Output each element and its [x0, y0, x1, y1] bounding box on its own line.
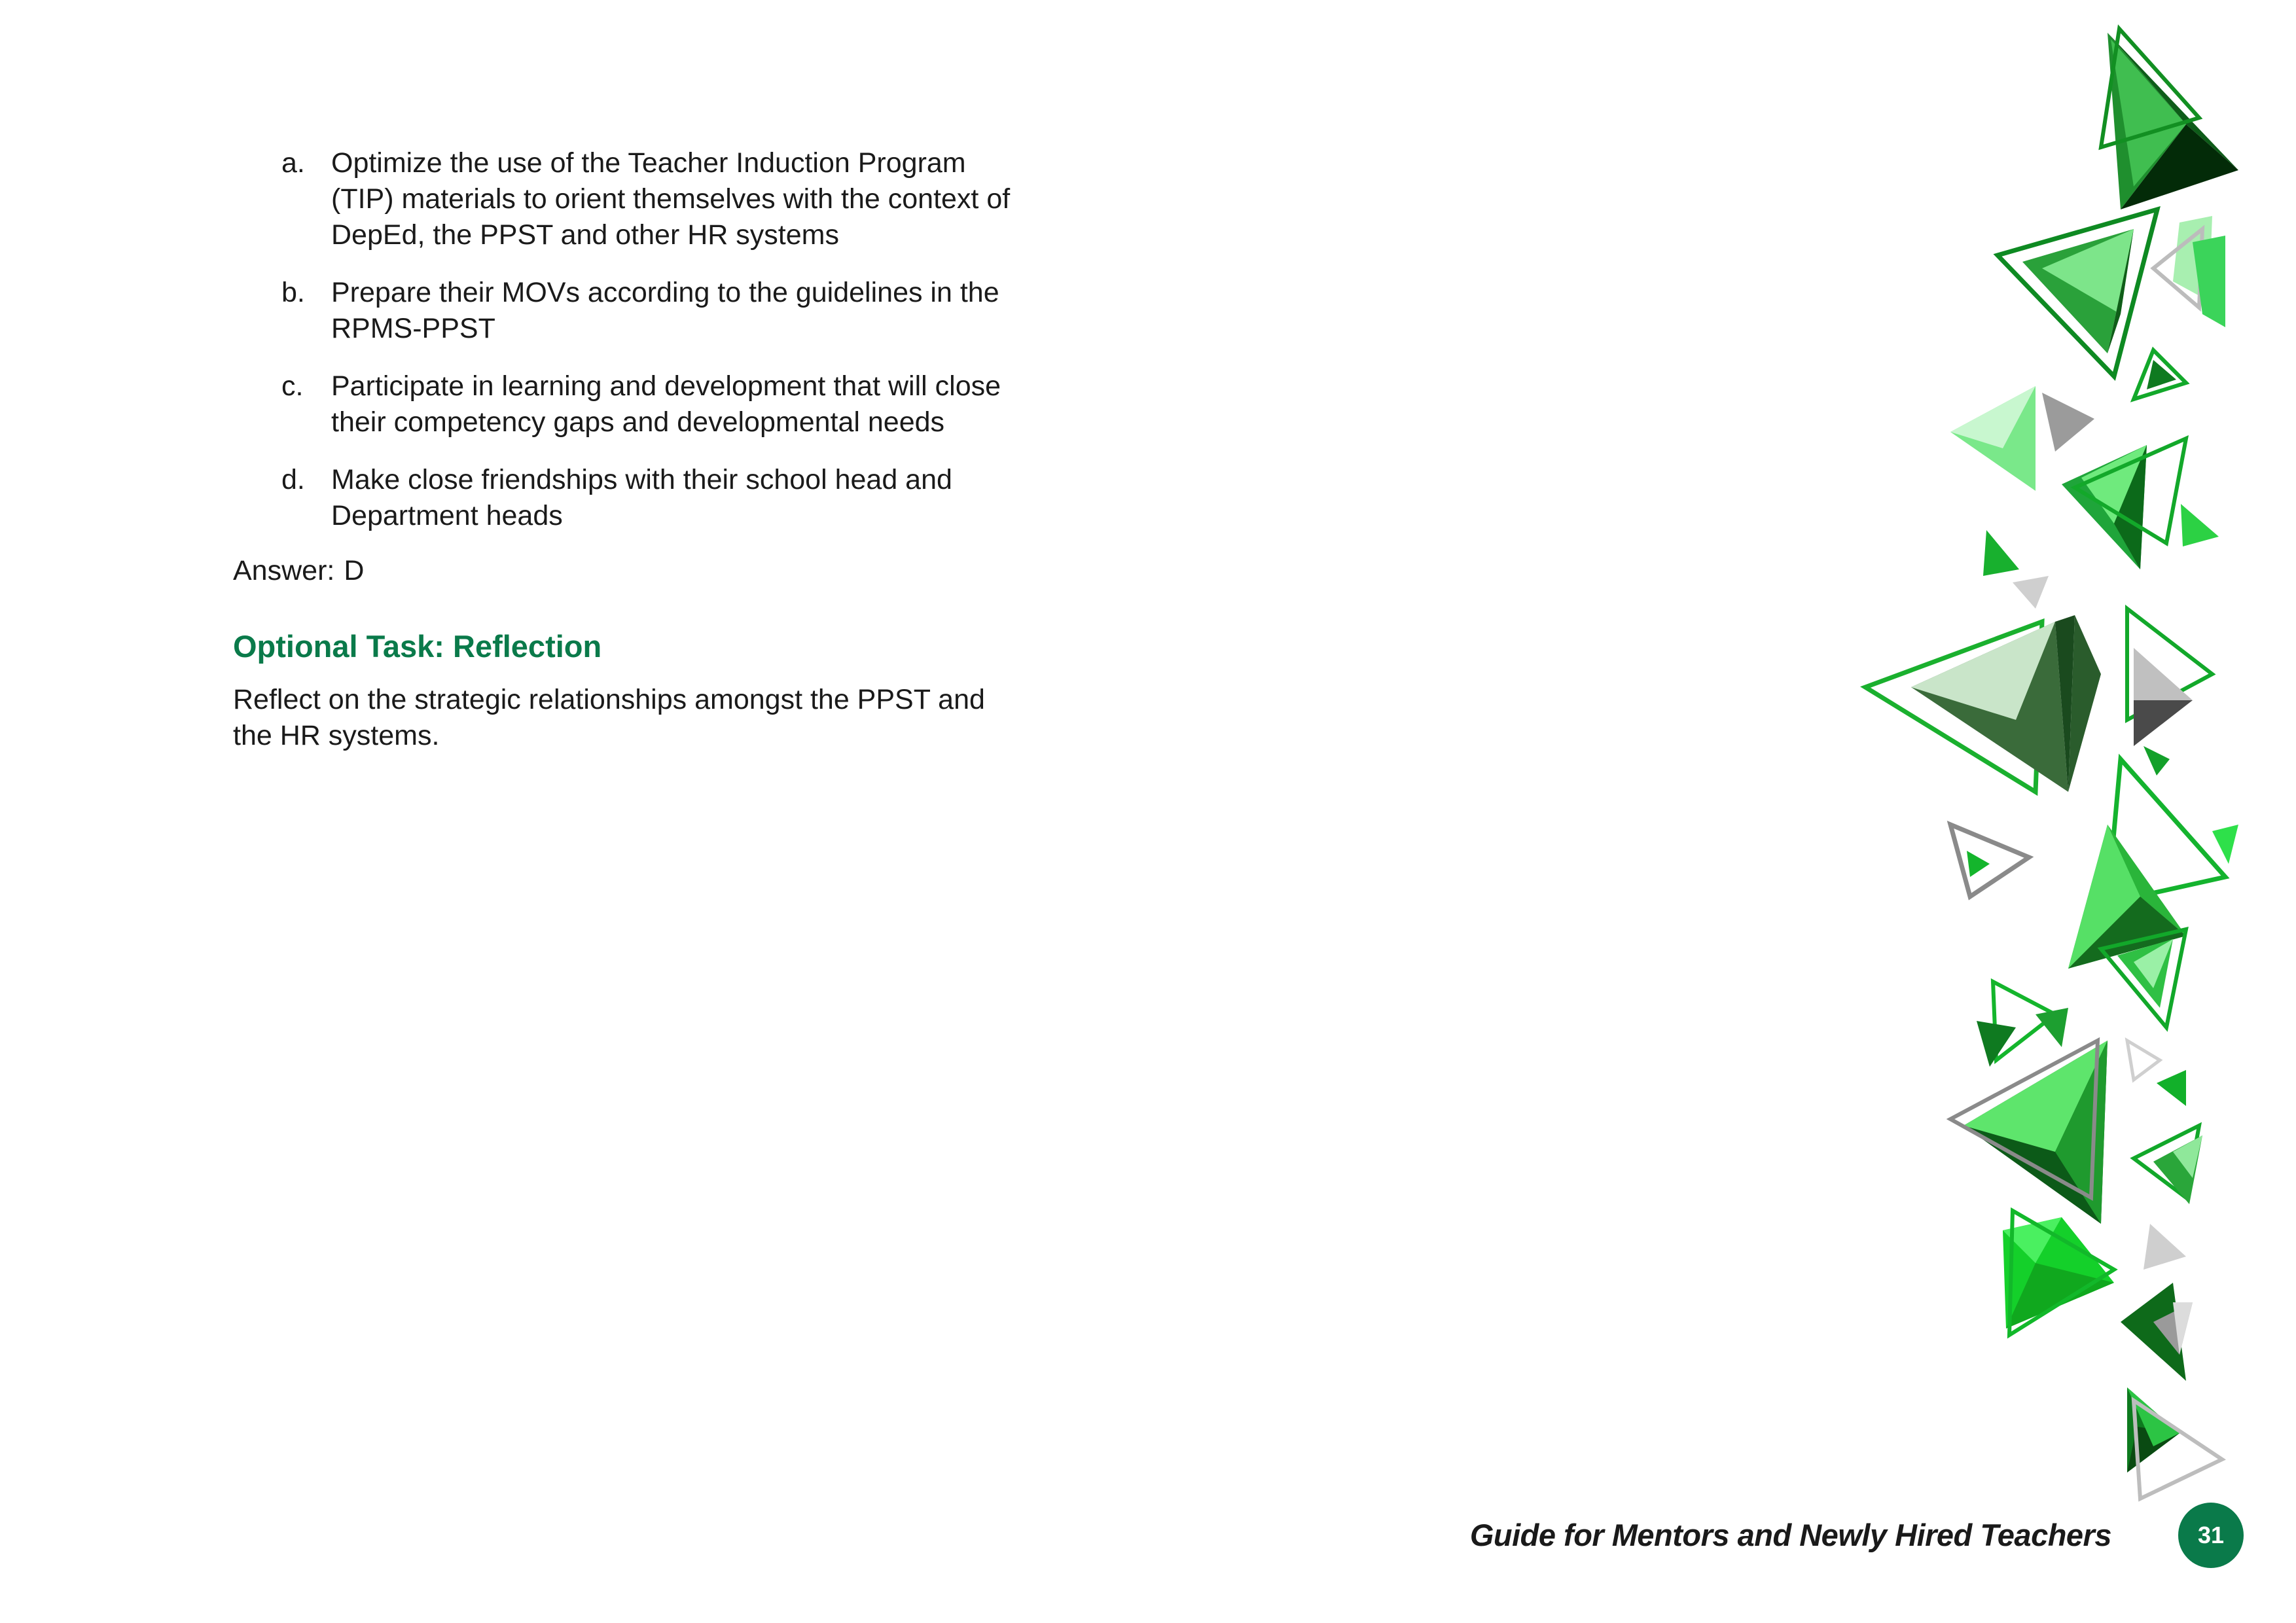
page-number-badge: 31: [2178, 1503, 2244, 1568]
choice-d: [233, 462, 1018, 534]
choice-a: [233, 145, 1018, 253]
section-title: Optional Task: Reflection: [233, 629, 602, 664]
main-content: [233, 145, 1018, 754]
choice-c: [233, 368, 1018, 440]
choice-text: Participate in learning and development that will close their competency gaps and developmental needs: [331, 370, 1001, 438]
section-body: Reflect on the strategic relationships amongst the PPST and the HR systems.: [233, 684, 985, 751]
choice-letter: c.: [281, 370, 304, 402]
choice-text: Optimize the use of the Teacher Induction Program (TIP) materials to orient themselves with the context of DepEd, the PPST and other HR systems: [331, 147, 1011, 251]
decorative-triangles-graphic: [1846, 20, 2278, 1525]
choice-text: Make close friendships with their school head and Department heads: [331, 464, 952, 531]
choice-letter: b.: [281, 277, 305, 308]
choice-letter: d.: [281, 464, 305, 495]
choice-b: [233, 275, 1018, 347]
footer-title: Guide for Mentors and Newly Hired Teachers: [1469, 1518, 2111, 1552]
answer-line: [233, 553, 1018, 589]
answer-label: Answer:: [233, 555, 335, 586]
choice-letter: a.: [281, 147, 305, 179]
choice-text: Prepare their MOVs according to the guidelines in the RPMS-PPST: [331, 277, 999, 344]
answer-value: D: [344, 555, 365, 586]
answer-choices: [233, 145, 1018, 534]
